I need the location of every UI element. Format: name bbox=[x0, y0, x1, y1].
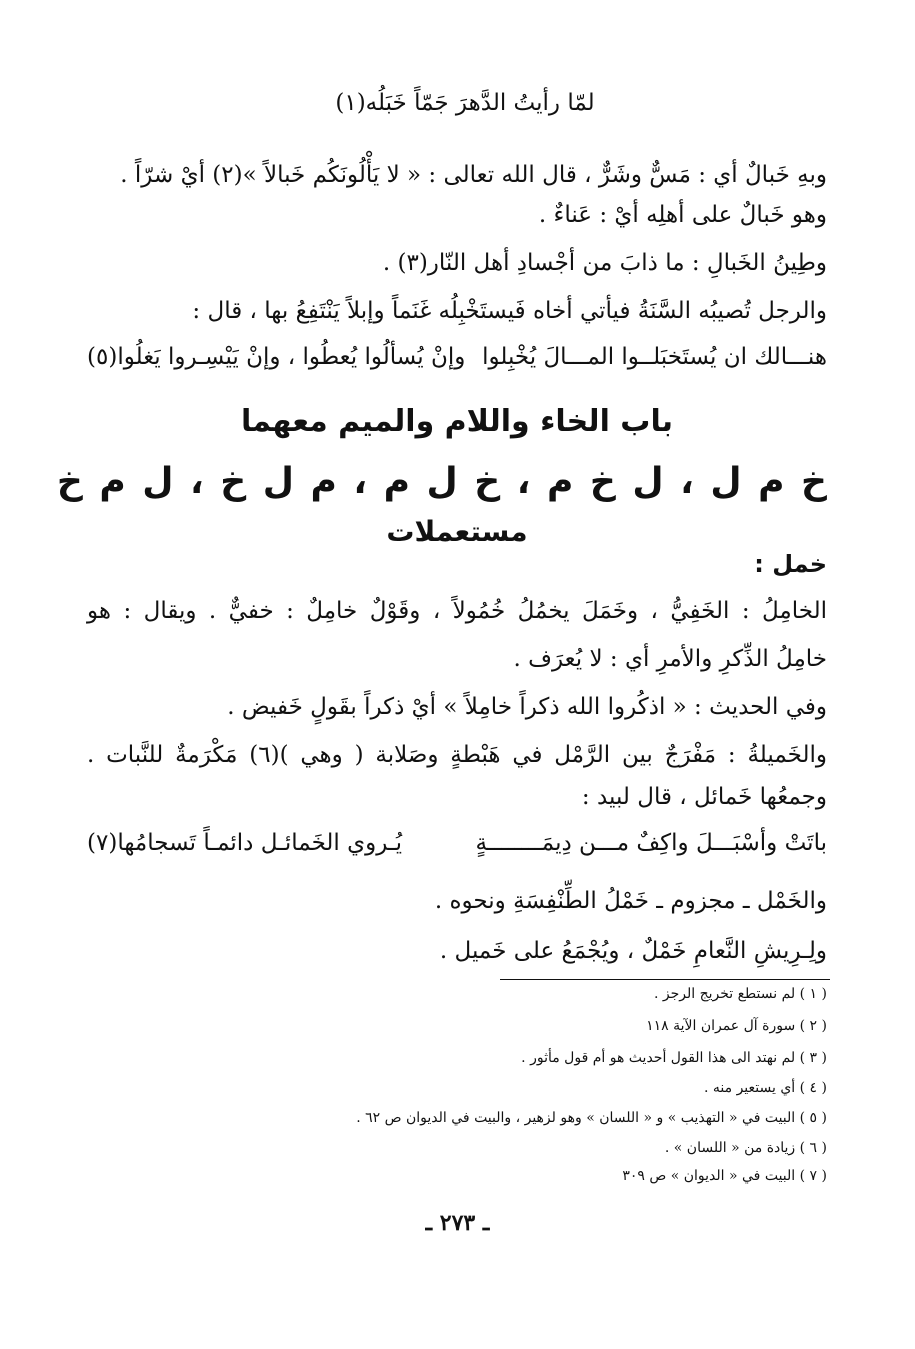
entry-text-khamila: والخَميلةُ : مَفْرَجٌ بين الرَّمْل في هَبْطةٍ وصَلابة ( وهي )(٦) مَكْرَمةٌ للنَّبات . bbox=[87, 742, 827, 768]
verse-second-hemistich: وإنْ يُسألُوا يُعطُوا ، وإنْ يَيْسِـروا يَغلُوا(٥) bbox=[87, 344, 466, 370]
footnote-4: ( ٤ ) أي يستعير منه . bbox=[703, 1080, 827, 1096]
verse-zuhayr bbox=[87, 340, 827, 374]
text-line-yastakhbiluh: والرجل تُصيبُه السَّنَةُ فيأتي أخاه فَيستَخْبِلُه غَنَماً وإبلاً يَنْتَفِعُ بها ، قال : bbox=[192, 298, 827, 324]
text-line-ana: وهو خَبالٌ على أهلِه أيْ : عَناءٌ . bbox=[538, 202, 827, 228]
entry-text-jam: وجمعُها خَمائل ، قال لبيد : bbox=[581, 784, 827, 810]
text-line-tin-al-khabal: وطِينُ الخَبالِ : ما ذابَ من أجْسادِ أهل النّار(٣) . bbox=[382, 250, 827, 276]
verse-line-rajaz: لمّا رأيتُ الدَّهرَ جَمّاً خَبَلُه(١) bbox=[335, 90, 595, 116]
entry-text-rish: ولِـرِيشِ النَّعامِ خَمْلٌ ، ويُجْمَعُ على خَميل . bbox=[439, 938, 827, 964]
footnote-7: ( ٧ ) البيت في « الديوان » ص ٣٠٩ bbox=[622, 1168, 827, 1184]
footnote-1: ( ١ ) لم نستطع تخريج الرجز . bbox=[653, 986, 827, 1002]
roots-heading: خ م ل ، ل خ م ، خ ل م ، م ل خ ، ل م خ bbox=[56, 461, 827, 502]
verse-first-hemistich: هنـــالك ان يُستَخبَلــوا المـــالَ يُخْبِلوا bbox=[482, 344, 827, 370]
verse-second-hemistich: يُـروي الخَمائـل دائمـاً تَسجامُها(٧) bbox=[87, 830, 403, 856]
footnote-3: ( ٣ ) لم نهتد الى هذا القول أحديث هو أم قول مأثور . bbox=[521, 1050, 827, 1066]
entry-text-hadith: وفي الحديث : « اذكُروا الله ذكراً خامِلاً » أيْ ذكراً بقَولٍ خَفيض . bbox=[227, 694, 827, 720]
entry-text-khamil: الخامِلُ : الخَفِيُّ ، وخَمَلَ يخمُلُ خُمُولاً ، وقَوْلٌ خامِلٌ : خفيٌّ . ويقال : هو bbox=[87, 598, 827, 624]
chapter-heading: باب الخاء واللام والميم معهما bbox=[241, 404, 673, 439]
entry-text-khamil-dhikr: خامِلُ الذِّكرِ والأمرِ أي : لا يُعرَف . bbox=[513, 646, 827, 672]
verse-first-hemistich: باتَتْ وأسْبَـــلَ واكِفٌ مـــن دِيمَــــــــةٍ bbox=[475, 830, 827, 856]
entry-text-tinfisa: والخَمْل ـ مجزوم ـ خَمْلُ الطِّنْفِسَةِ ونحوه . bbox=[434, 888, 827, 914]
footnote-divider bbox=[500, 979, 830, 980]
footnote-5: ( ٥ ) البيت في « التهذيب » و « اللسان » وهو لزهير ، والبيت في الديوان ص ٦٢ . bbox=[356, 1110, 827, 1126]
used-heading: مستعملات bbox=[386, 515, 528, 548]
text-line-khabal: وبهِ خَبالٌ أي : مَسٌّ وشَرٌّ ، قال الله تعالى : « لا يَأْلُونَكُم خَبالاً »(٢) أيْ شرّاً . bbox=[120, 162, 827, 188]
page-number: ـ ٢٧٣ ـ bbox=[425, 1210, 490, 1236]
footnote-6: ( ٦ ) زيادة من « اللسان » . bbox=[664, 1140, 827, 1156]
footnote-2: ( ٢ ) سورة آل عمران الآية ١١٨ bbox=[646, 1018, 827, 1034]
verse-labid bbox=[87, 826, 827, 860]
entry-head-khaml: خمل : bbox=[754, 550, 827, 578]
